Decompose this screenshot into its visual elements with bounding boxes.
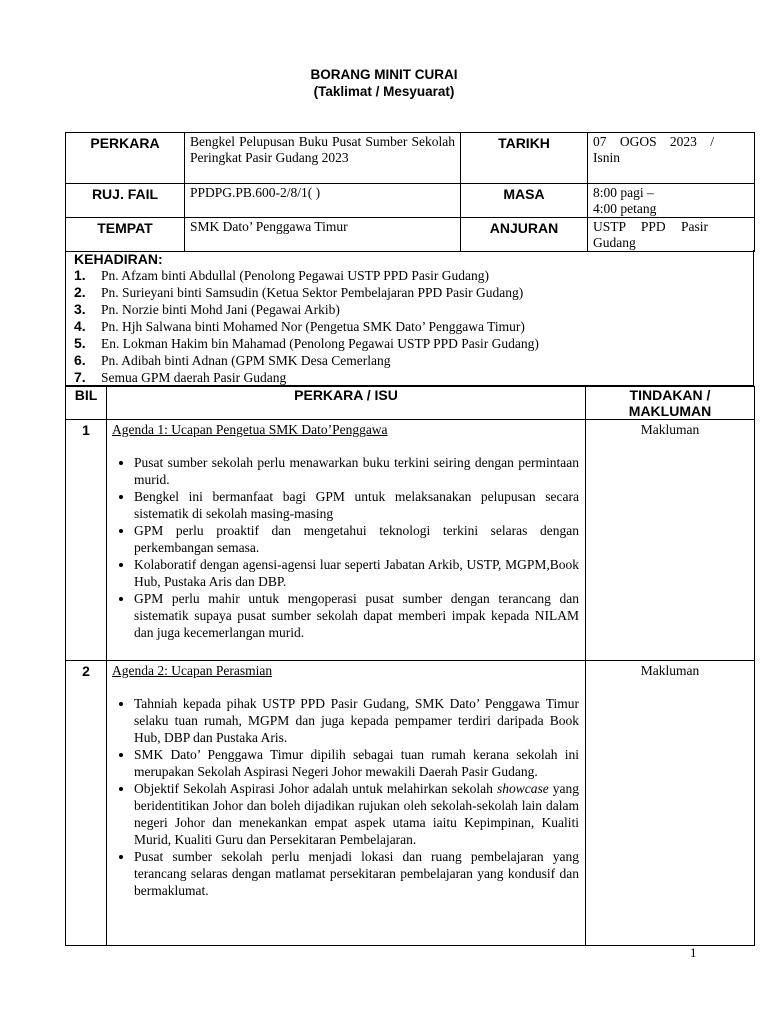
- attendance-item: [66, 267, 753, 284]
- agenda-action: [586, 420, 755, 661]
- attendance-item: [66, 335, 753, 352]
- attendance-heading: KEHADIRAN:: [74, 251, 163, 267]
- anjuran-value: USTP PPD Pasir Gudang: [588, 218, 755, 252]
- agenda-row: [66, 420, 755, 661]
- agenda-number: 1: [66, 420, 107, 661]
- agenda-point: [134, 780, 585, 848]
- perkara-value: Bengkel Pelupusan Buku Pusat Sumber Sekolah Peringkat Pasir Gudang 2023: [185, 133, 461, 184]
- rujfail-value: PPDPG.PB.600-2/8/1( ): [185, 184, 461, 218]
- agenda-point: • GPM perlu proaktif dan mengetahui teknologi terkini selaras dengan perkembangan semasa.: [134, 522, 585, 556]
- attendance-text: Pn. Afzam binti Abdullal (Penolong Pegawai USTP PPD Pasir Gudang): [101, 268, 489, 283]
- anjuran-label: ANJURAN: [461, 218, 588, 252]
- agenda-point: • Bengkel ini bermanfaat bagi GPM untuk melaksanakan pelupusan secara sistematik di sekolah masing-masing: [134, 488, 585, 522]
- col-tindakan-line-1: TINDAKAN /: [629, 387, 711, 403]
- masa-label: MASA: [461, 184, 588, 218]
- agenda-point: • Kolaboratif dengan agensi-agensi luar seperti Jabatan Arkib, USTP, MGPM,Book Hub, Pustaka Aris dan DBP.: [134, 556, 585, 590]
- action-text: Makluman: [640, 422, 700, 437]
- page-number: 1: [690, 945, 697, 960]
- agenda-point: • GPM perlu mahir untuk mengoperasi pusat sumber dengan terancang dan sistematik supaya pusat sumber sekolah dapat memberi impak kepada NILAM dan juga kecemerlangan murid.: [134, 590, 585, 641]
- attendance-text: Pn. Hjh Salwana binti Mohamed Nor (Pengetua SMK Dato’ Penggawa Timur): [101, 319, 525, 334]
- attendance-item: [66, 284, 753, 301]
- perkara-label: PERKARA: [66, 133, 185, 184]
- agenda-title: Agenda 2: Ucapan Perasmian: [112, 663, 273, 678]
- info-table: [65, 132, 755, 252]
- attendance-text: Pn. Norzie binti Mohd Jani (Pegawai Arkib): [101, 302, 340, 317]
- attendance-number: 6.: [74, 352, 86, 368]
- agenda-points: [107, 454, 585, 641]
- tarikh-value: 07 OGOS 2023 / Isnin: [588, 133, 755, 184]
- form-title: BORANG MINIT CURAI: [310, 67, 458, 82]
- agenda-title: Agenda 1: Ucapan Pengetua SMK Dato’Penggawa: [112, 422, 388, 437]
- attendance-text: En. Lokman Hakim bin Mahamad (Penolong Pegawai USTP PPD Pasir Gudang): [101, 336, 539, 351]
- col-perkara-header: PERKARA / ISU: [107, 387, 586, 420]
- masa-line-1: 8:00 pagi –: [593, 185, 654, 200]
- col-bil-header: BIL: [66, 387, 107, 420]
- attendance-number: 7.: [74, 369, 86, 385]
- attendance-text: Pn. Adibah binti Adnan (GPM SMK Desa Cemerlang: [101, 353, 391, 368]
- masa-value: [588, 184, 755, 218]
- attendance-number: 5.: [74, 335, 86, 351]
- agenda-point: • Tahniah kepada pihak USTP PPD Pasir Gudang, SMK Dato’ Penggawa Timur selaku tuan rumah, MGPM dan juga kepada pempamer terdiri daripada Book Hub, DBP dan Pustaka Aris.: [134, 695, 585, 746]
- agenda-point-text: yang beridentitikan Johor dan boleh dijadikan rujukan oleh sekolah-sekolah lain dalam negeri Johor dan menekankan empat aspek utama iaitu Kepimpinan, Kualiti Murid, Kualiti Guru dan Persekitaran Pembelajaran.: [134, 781, 579, 847]
- tempat-value: SMK Dato’ Penggawa Timur: [185, 218, 461, 252]
- col-tindakan-header: [586, 387, 755, 420]
- attendance-item: [66, 301, 753, 318]
- attendance-number: 1.: [74, 267, 86, 283]
- attendance-text: Semua GPM daerah Pasir Gudang: [101, 370, 287, 385]
- agenda-content: [107, 661, 586, 946]
- agenda-point: • SMK Dato’ Penggawa Timur dipilih sebagai tuan rumah kerana sekolah ini merupakan Sekolah Aspirasi Negeri Johor mewakili Daerah Pasir Gudang.: [134, 746, 585, 780]
- masa-line-2: 4:00 petang: [593, 201, 657, 216]
- showcase-term: showcase: [496, 781, 549, 796]
- agenda-point: • Pusat sumber sekolah perlu menawarkan buku terkini seiring dengan permintaan murid.: [134, 454, 585, 488]
- agenda-content: [107, 420, 586, 661]
- attendance-section: [65, 250, 754, 386]
- attendance-text: Pn. Surieyani binti Samsudin (Ketua Sektor Pembelajaran PPD Pasir Gudang): [101, 285, 524, 300]
- attendance-item: [66, 369, 753, 386]
- form-subtitle: (Taklimat / Mesyuarat): [313, 84, 455, 99]
- agenda-action: [586, 661, 755, 946]
- minutes-table: [65, 386, 755, 946]
- agenda-number: 2: [66, 661, 107, 946]
- agenda-point: • Pusat sumber sekolah perlu menjadi lokasi dan ruang pembelajaran yang terancang selaras dengan matlamat persekitaran pembelajaran yang kondusif dan bermaklumat.: [134, 848, 585, 899]
- attendance-number: 3.: [74, 301, 86, 317]
- agenda-row: [66, 661, 755, 946]
- tempat-label: TEMPAT: [66, 218, 185, 252]
- attendance-item: [66, 318, 753, 335]
- tarikh-label: TARIKH: [461, 133, 588, 184]
- attendance-number: 4.: [74, 318, 86, 334]
- attendance-number: 2.: [74, 284, 86, 300]
- agenda-point-text: Objektif Sekolah Aspirasi Johor adalah untuk melahirkan sekolah: [134, 781, 497, 796]
- agenda-points: [107, 695, 585, 899]
- rujfail-label: RUJ. FAIL: [66, 184, 185, 218]
- attendance-item: [66, 352, 753, 369]
- action-text: Makluman: [640, 663, 700, 678]
- col-tindakan-line-2: MAKLUMAN: [628, 403, 712, 419]
